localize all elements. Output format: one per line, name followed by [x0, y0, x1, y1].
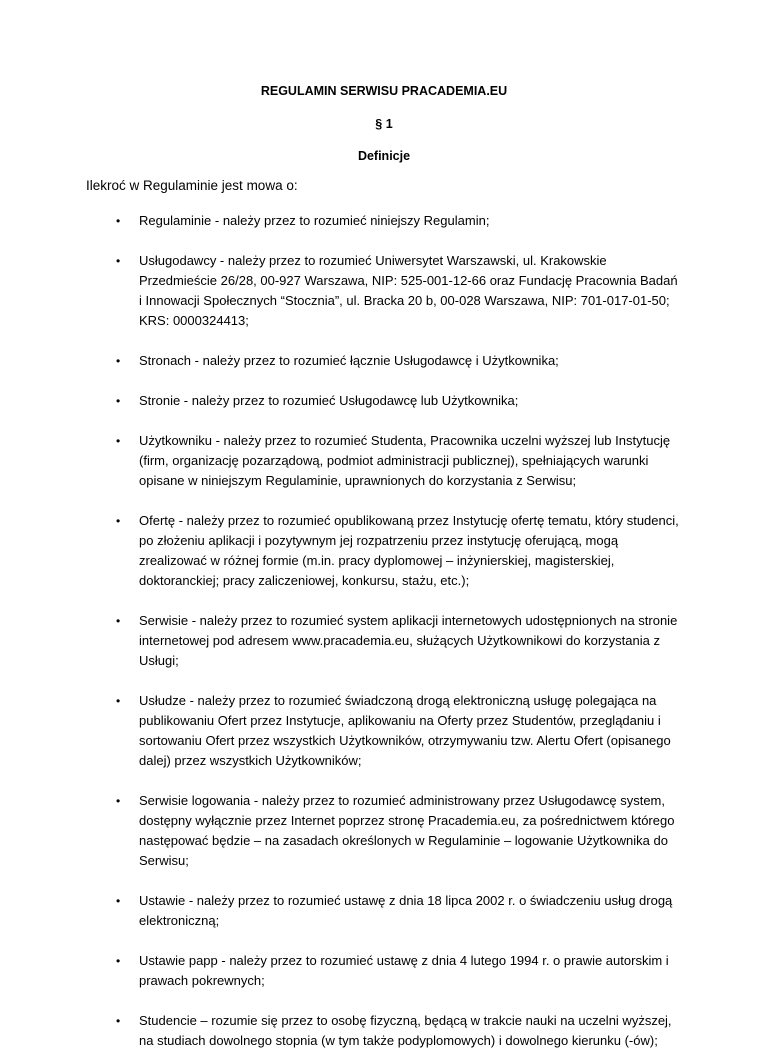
bullet-icon: •: [116, 954, 121, 968]
definition-item-oferta: [86, 511, 682, 591]
bullet-icon: •: [116, 354, 121, 368]
definition-text: Stronie - należy przez to rozumieć Usługodawcę lub Użytkownika;: [139, 393, 519, 408]
bullet-icon: •: [116, 614, 121, 628]
definition-item-uzytkownik: [86, 431, 682, 491]
definition-text: Usługodawcy - należy przez to rozumieć Uniwersytet Warszawski, ul. Krakowskie Przedmieście 26/28, 00-927 Warszawa, NIP: 525-001-12-66 oraz Fundację Pracownia Badań i Innowacji Społecznych “Stocznia”, ul. Bracka 20 b, 00-028 Warszawa, NIP: 701-017-01-50; KRS: 0000324413;: [139, 253, 678, 328]
bullet-icon: •: [116, 794, 121, 808]
bullet-icon: •: [116, 894, 121, 908]
document-title: REGULAMIN SERWISU PRACADEMIA.EU: [260, 84, 508, 98]
definition-text: Regulaminie - należy przez to rozumieć niniejszy Regulamin;: [139, 213, 490, 228]
bullet-icon: •: [116, 1014, 121, 1028]
bullet-icon: •: [116, 694, 121, 708]
bullet-icon: •: [116, 394, 121, 408]
definition-text: Studencie – rozumie się przez to osobę fizyczną, będącą w trakcie nauki na uczelni wyższej, na studiach dowolnego stopnia (w tym także podyplomowych) i dowolnego kierunku (-ów);: [139, 1013, 672, 1048]
section-heading: Definicje: [357, 149, 411, 163]
definition-text: Usłudze - należy przez to rozumieć świadczoną drogą elektroniczną usługę polegająca na publikowaniu Ofert przez Instytucje, aplikowaniu na Oferty przez Studentów, przeglądaniu i sortowaniu Ofert przez wszystkich Użytkowników, otrzymywaniu tzw. Alertu Ofert (opisanego dalej) przez wszystkich Użytkowników;: [139, 693, 671, 768]
definition-item-regulamin: [86, 211, 682, 231]
bullet-icon: •: [116, 434, 121, 448]
bullet-icon: •: [116, 514, 121, 528]
definition-item-ustawa-papp: [86, 951, 682, 991]
definition-text: Ustawie - należy przez to rozumieć ustawę z dnia 18 lipca 2002 r. o świadczeniu usług drogą elektroniczną;: [139, 893, 673, 928]
intro-paragraph: Ilekroć w Regulaminie jest mowa o:: [86, 178, 298, 193]
definition-text: Stronach - należy przez to rozumieć łącznie Usługodawcę i Użytkownika;: [139, 353, 559, 368]
definition-item-serwis: [86, 611, 682, 671]
definition-text: Ofertę - należy przez to rozumieć opublikowaną przez Instytucję ofertę tematu, który studenci, po złożeniu aplikacji i pozytywnym jej rozpatrzeniu przez instytucję oferującą, mogą zrealizować w różnej formie (m.in. pracy dyplomowej – inżynierskiej, magisterskiej, doktoranckiej; pracy zaliczeniowej, konkursu, stażu, etc.);: [139, 513, 679, 588]
definition-item-serwis-logowania: [86, 791, 682, 871]
bullet-icon: •: [116, 254, 121, 268]
definition-item-strony: [86, 351, 682, 371]
definition-item-strona: [86, 391, 682, 411]
definition-item-ustawa: [86, 891, 682, 931]
definitions-list: [86, 211, 682, 1051]
section-number: § 1: [375, 117, 393, 131]
bullet-icon: •: [116, 214, 121, 228]
definition-text: Serwisie logowania - należy przez to rozumieć administrowany przez Usługodawcę system, dostępny wyłącznie przez Internet poprzez stronę Pracademia.eu, za pośrednictwem którego następować będzie – na zasadach określonych w Regulaminie – logowanie Użytkownika do Serwisu;: [139, 793, 675, 868]
definition-text: Ustawie papp - należy przez to rozumieć ustawę z dnia 4 lutego 1994 r. o prawie autorskim i prawach pokrewnych;: [139, 953, 669, 988]
definition-item-student: [86, 1011, 682, 1051]
definition-item-uslugodawca: [86, 251, 682, 331]
definition-text: Użytkowniku - należy przez to rozumieć Studenta, Pracownika uczelni wyższej lub Instytucję (firm, organizację pozarządową, podmiot administracji publicznej), spełniających warunki opisane w niniejszym Regulaminie, uprawnionych do korzystania z Serwisu;: [139, 433, 671, 488]
definition-item-usluga: [86, 691, 682, 771]
definition-text: Serwisie - należy przez to rozumieć system aplikacji internetowych udostępnionych na stronie internetowej pod adresem www.pracademia.eu, służących Użytkownikowi do korzystania z Usługi;: [139, 613, 678, 668]
